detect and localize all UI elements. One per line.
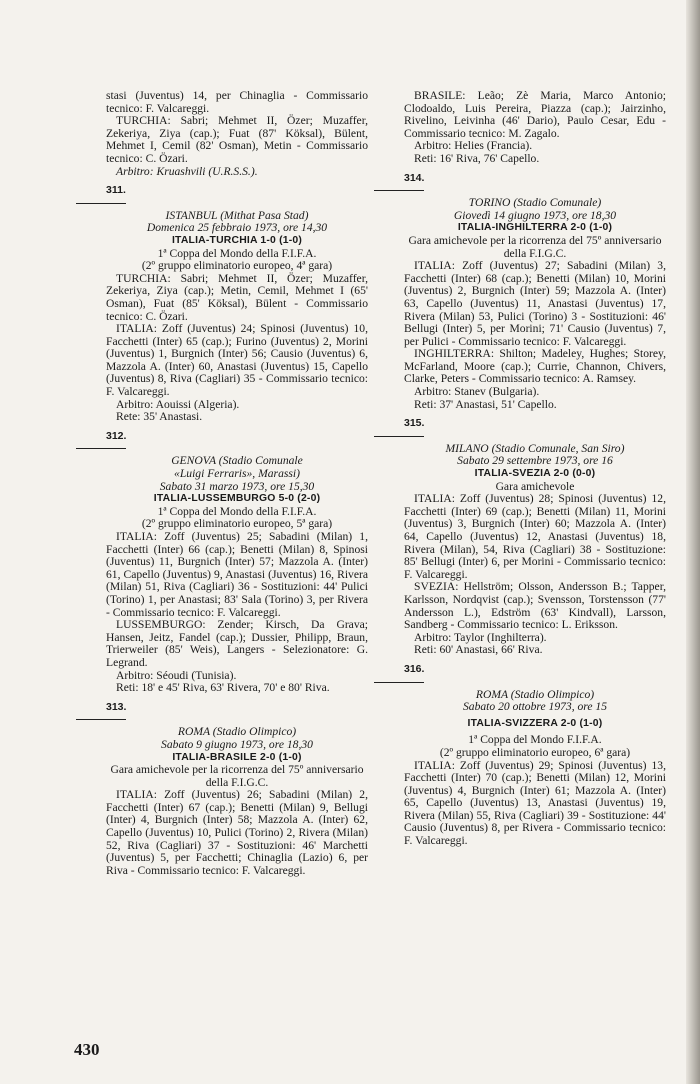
result-heading: ITALIA-SVEZIA 2-0 (0-0) (474, 468, 596, 480)
lineup-text: TURCHIA: Sabri; Mehmet II, Özer; Muzaffer, Zekeriya, Ziya (cap.); Fuat (87' Köksal), Bülent, Mehmet I, Cemil (82' Osman), Metin - Commissario tecnico: C. Özari. (106, 114, 368, 165)
divider (374, 190, 424, 191)
lineup-text: INGHILTERRA: Shilton; Madeley, Hughes; Storey, McFarland, Moore (cap.); Currie, Channon, Chivers, Clarke, Peters - Commissario tecnico: A. Ramsey. (404, 347, 666, 386)
result-heading: ITALIA-SVIZZERA 2-0 (1-0) (467, 717, 603, 729)
referee-text: Arbitro: Helies (Francia). (414, 139, 533, 153)
lineup-text: ITALIA: Zoff (Juventus) 26; Sabadini (Milan) 2, Facchetti (Inter) 67 (cap.); Benetti (Milan) 9, Bellugi (Inter) 4, Burgnich (Inter) 58; Mazzola A. (Inter) 62, Capello (Juventus) 10, Pulici (Torino) 2, Rivera (Milan) 52, Riva (Cagliari) 37 - Sostituzioni: 46' Marchetti (Juventus) 5, per Facchetti; Chinaglia (Lazio) 6, per Riva - Commissario tecnico: F. Valcareggi. (106, 788, 368, 877)
result-heading: ITALIA-INGHILTERRA 2-0 (1-0) (457, 222, 613, 234)
divider (374, 436, 424, 437)
right-column (404, 90, 666, 854)
result-heading: ITALIA-BRASILE 2-0 (1-0) (172, 751, 302, 763)
match-number: 313. (106, 700, 127, 713)
goals-text: Reti: 16' Riva, 76' Capello. (414, 151, 540, 165)
match-number: 312. (106, 429, 127, 442)
venue-heading: MILANO (Stadio Comunale, San Siro) (445, 441, 625, 455)
divider (76, 719, 126, 720)
page-edge-shadow (686, 0, 700, 1084)
referee-text: Arbitro: Séoudi (Tunisia). (116, 668, 237, 682)
lineup-text: ITALIA: Zoff (Juventus) 29; Spinosi (Juventus) 13, Facchetti (Inter) 70 (cap.); Benetti (Milan) 12, Morini (Juventus) 4, Burgnich (Inter) 61; Mazzola A. (Inter) 65, Capello (Juventus) 13, Anastasi (Juventus) 19, Rivera (Milan) 55, Riva (Cagliari) 39 - Sostituzione: 44' Causio (Juventus) 8, per Rivera - Commissario tecnico: F. Valcareggi. (404, 758, 666, 848)
competition-text: Gara amichevole (495, 479, 575, 493)
date-heading: Sabato 29 settembre 1973, ore 16 (457, 454, 613, 468)
lineup-text: BRASILE: Leão; Zè Maria, Marco Antonio; Clodoaldo, Luis Pereira, Piazza (cap.); Jairzinho, Rivelino, Leivinha (46' Dario), Paulo Cesar, Edu - Commissario tecnico: M. Zagalo. (404, 89, 666, 140)
date-heading: Domenica 25 febbraio 1973, ore 14,30 (146, 221, 328, 235)
match-number: 316. (404, 662, 425, 675)
date-heading: Giovedì 14 giugno 1973, ore 18,30 (453, 208, 617, 222)
match-317-head (404, 689, 666, 848)
match-number: 311. (106, 184, 126, 197)
referee-text: Arbitro: Stanev (Bulgaria). (414, 385, 540, 399)
lineup-text: ITALIA: Zoff (Juventus) 28; Spinosi (Juventus) 12, Facchetti (Inter) 69 (cap.); Benetti (Milan) 11, Morini (Juventus) 3, Burgnich (Inter) 60; Mazzola A. (Inter) 64, Capello (Juventus) 12, Anastasi (Juventus) 18, Rivera (Milan), 54, Riva (Cagliari) 38 - Sostituzione: 85' Bellugi (Inter) 6, per Morini - Commissario tecnico: F. Valcareggi. (404, 492, 666, 581)
venue-heading: TORINO (Stadio Comunale) (468, 196, 602, 210)
page-number: 430 (74, 1040, 100, 1059)
competition-text: 1ª Coppa del Mondo F.I.F.A. (468, 733, 602, 747)
goals-text: Reti: 37' Anastasi, 51' Capello. (414, 397, 557, 411)
goals-text: Rete: 35' Anastasi. (116, 410, 203, 424)
match-314-head (106, 726, 368, 877)
lineup-text: LUSSEMBURGO: Zender; Kirsch, Da Grava; Hansen, Jeitz, Fandel (cap.); Dussier, Philipp, Braun, Trierweiler (85' Weis), Langers - Selezionatore: G. Legrand. (106, 618, 368, 669)
referee-text: Arbitro: Kruashvili (U.R.S.S.). (116, 164, 258, 178)
match-number: 315. (404, 417, 425, 430)
lineup-text: stasi (Juventus) 14, per Chinaglia - Commissario tecnico: F. Valcareggi. (106, 89, 368, 115)
match-314-tail (404, 90, 666, 191)
venue-heading: ISTANBUL (Mithat Pasa Stad) (165, 208, 309, 222)
competition-text: 1ª Coppa del Mondo della F.I.F.A. (157, 504, 317, 518)
competition-text: Gara amichevole per la ricorrenza del 75º anniversario della F.I.G.C. (408, 233, 662, 260)
match-315 (404, 197, 666, 437)
match-number: 314. (404, 171, 425, 184)
competition-text: (2º gruppo eliminatorio europeo, 5ª gara) (141, 517, 333, 531)
venue-heading: «Luigi Ferraris», Marassi) (174, 467, 300, 481)
venue-heading: ROMA (Stadio Olimpico) (177, 725, 297, 739)
competition-text: (2º gruppo eliminatorio europeo, 4ª gara) (141, 259, 333, 273)
divider (76, 448, 126, 449)
competition-text: (2º gruppo eliminatorio europeo, 6ª gara) (439, 745, 631, 759)
match-313 (106, 455, 368, 720)
lineup-text: ITALIA: Zoff (Juventus) 27; Sabadini (Milan) 3, Facchetti (Inter) 68 (cap.); Benetti (Milan) 10, Morini (Juventus) 2, Burgnich (Inter) 59; Mazzola A. (Inter) 63, Capello (Juventus) 11, Anastasi (Juventus) 17, Rivera (Milan) 53, Pulici (Torino) 3 - Sostituzioni: 46' Bellugi (Inter) 5, per Morini; 71' Causio (Juventus) 7, per Pulici - Commissario tecnico: F. Valcareggi. (404, 259, 666, 348)
goals-text: Reti: 18' e 45' Riva, 63' Rivera, 70' e 80' Riva. (116, 681, 330, 695)
lineup-text: TURCHIA: Sabri; Mehmet II, Özer; Muzaffer, Zekeriya, Ziya (cap.); Metin, Cemil, Mehmet I (65' Osman), Fuat (85' Köksal), Bülent - Commissario tecnico: C. Özari. (106, 271, 368, 323)
left-column (106, 90, 368, 883)
divider (76, 203, 126, 204)
divider (374, 682, 424, 683)
competition-text: 1ª Coppa del Mondo della F.I.F.A. (157, 246, 317, 260)
referee-text: Arbitro: Aouissi (Algeria). (116, 397, 240, 411)
match-316 (404, 443, 666, 683)
date-heading: Sabato 20 ottobre 1973, ore 15 (462, 700, 608, 714)
match-311-tail (106, 90, 368, 204)
goals-text: Reti: 60' Anastasi, 66' Riva. (414, 643, 543, 657)
match-312 (106, 210, 368, 450)
date-heading: Sabato 9 giugno 1973, ore 18,30 (161, 737, 313, 751)
lineup-text: ITALIA: Zoff (Juventus) 24; Spinosi (Juventus) 10, Facchetti (Inter) 65 (cap.); Furino (Juventus) 2, Morini (Juventus) 1, Burgnich (Inter) 56; Causio (Juventus) 6, Mazzola A. (Inter) 60, Anastasi (Juventus) 15, Capello (Juventus) 8, Riva (Cagliari) 35 - Commissario tecnico: F. Valcareggi. (106, 322, 368, 399)
venue-heading: GENOVA (Stadio Comunale (171, 454, 303, 468)
result-heading: ITALIA-TURCHIA 1-0 (1-0) (171, 234, 303, 246)
result-heading: ITALIA-LUSSEMBURGO 5-0 (2-0) (153, 493, 321, 505)
referee-text: Arbitro: Taylor (Inghilterra). (414, 630, 547, 644)
venue-heading: ROMA (Stadio Olimpico) (475, 687, 595, 701)
lineup-text: SVEZIA: Hellström; Olsson, Andersson B.; Tapper, Karlsson, Nordqvist (cap.); Svensson, Torstensson (77' Andersson L.), Edström (63' Kindvall), Larsson, Sandberg - Commissario tecnico: L. Eriksson. (404, 580, 666, 632)
competition-text: Gara amichevole per la ricorrenza del 75º anniversario della F.I.G.C. (110, 763, 364, 789)
lineup-text: ITALIA: Zoff (Juventus) 25; Sabadini (Milan) 1, Facchetti (Inter) 66 (cap.); Benetti (Milan) 8, Spinosi (Juventus) 11, Burgnich (Inter) 57; Mazzola A. (Inter) 61, Capello (Juventus) 9, Anastasi (Juventus) 16, Rivera (Milan) 51, Riva (Cagliari) 36 - Sostituzioni: 44' Pulici (Torino) 1, per Anastasi; 83' Sala (Torino) 3, per Rivera - Commissario tecnico: F. Valcareggi. (106, 530, 368, 619)
date-heading: Sabato 31 marzo 1973, ore 15,30 (159, 479, 315, 493)
